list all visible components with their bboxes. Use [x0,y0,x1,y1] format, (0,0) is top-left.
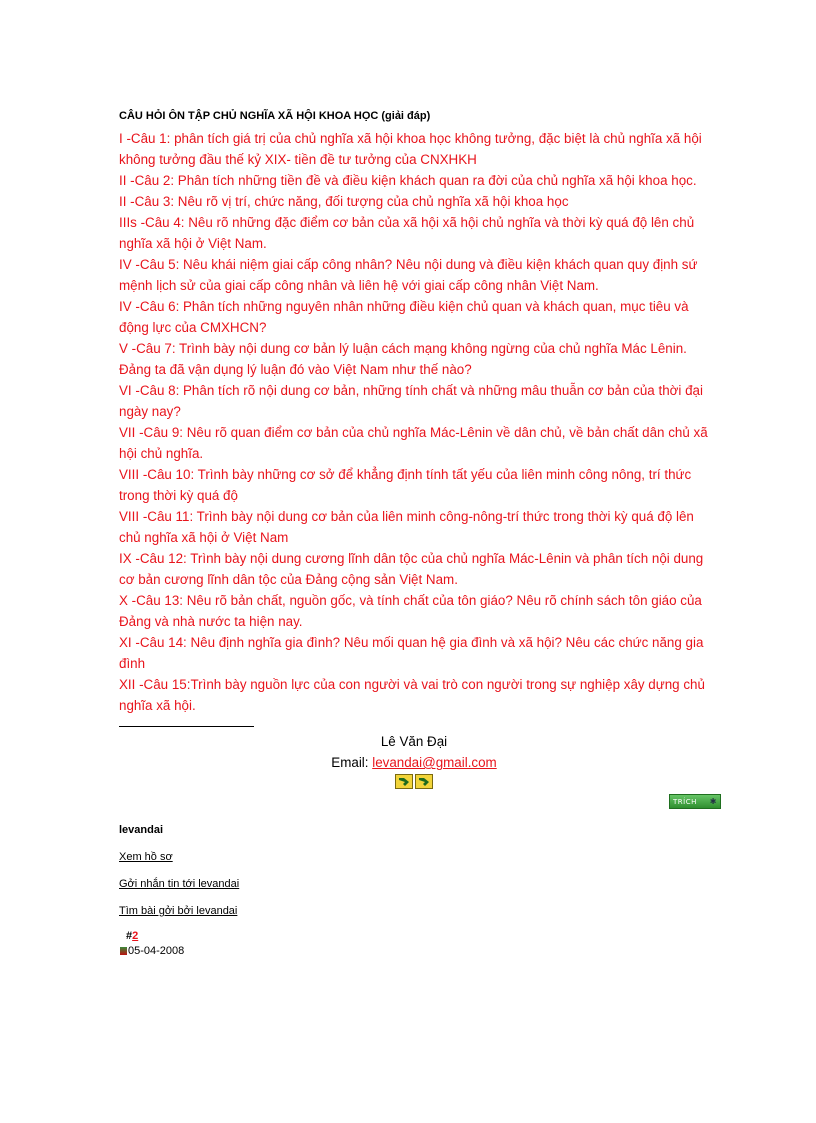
arrow-icon[interactable] [415,774,433,789]
quote-icon: ✱ [709,797,717,806]
email-label: Email: [331,755,373,770]
question-item: XI -Câu 14: Nêu định nghĩa gia đình? Nêu mối quan hệ gia đình và xã hội? Nêu các chức năng gia đình [119,635,704,671]
question-item: IV -Câu 5: Nêu khái niệm giai cấp công nhân? Nêu nội dung và điều kiện khách quan quy định sứ mệnh lịch sử của giai cấp công nhân và liên hệ với giai cấp công nhân Việt Nam. [119,257,698,293]
arrow-icon[interactable] [395,774,413,789]
question-item: IV -Câu 6: Phân tích những nguyên nhân những điều kiện chủ quan và khách quan, mục tiêu và động lực của CMXHCN? [119,299,689,335]
question-item: IX -Câu 12: Trình bày nội dung cương lĩnh dân tộc của chủ nghĩa Mác-Lênin và phân tích nội dung cơ bản cương lĩnh dân tộc của Đảng cộng sản Việt Nam. [119,551,704,587]
document-title: CÂU HỎI ÔN TẬP CHỦ NGHĨA XÃ HỘI KHOA HỌC (giải đáp) [119,110,431,122]
post-number-link[interactable]: 2 [132,930,139,942]
question-item: II -Câu 3: Nêu rõ vị trí, chức năng, đối tượng của chủ nghĩa xã hội khoa học [119,194,569,209]
signature-divider [119,726,254,727]
question-item: I -Câu 1: phân tích giá trị của chủ nghĩa xã hội khoa học không tưởng, đặc biệt là chủ nghĩa xã hội không tưởng đầu thế kỷ XIX- tiền đề tư tưởng của CNXHKH [119,131,702,167]
question-item: VIII -Câu 11: Trình bày nội dung cơ bản của liên minh công-nông-trí thức trong thời kỳ quá độ lên chủ nghĩa xã hội ở Việt Nam [119,509,694,545]
send-message-link[interactable]: Gởi nhắn tin tới levandai [119,878,240,890]
question-item: X -Câu 13: Nêu rõ bản chất, nguồn gốc, và tính chất của tôn giáo? Nêu rõ chính sách tôn giáo của Đảng và nhà nước ta hiện nay. [119,593,702,629]
quote-button[interactable] [669,794,721,809]
question-item: VIII -Câu 10: Trình bày những cơ sở để khẳng định tính tất yếu của liên minh công nông, trí thức trong thời kỳ quá độ [119,467,692,503]
user-panel [119,824,239,917]
signature-email-line [119,752,709,773]
quote-button-label: TRÍCH [673,797,697,806]
question-item: XII -Câu 15:Trình bày nguồn lực của con người và vai trò con người trong sự nghiệp xây dựng chủ nghĩa xã hội. [119,677,705,713]
post-hash: # [126,930,133,942]
post-date: 05-04-2008 [128,945,185,957]
post-date-row [120,945,184,957]
post-number [126,930,184,942]
email-link[interactable]: levandai@gmail.com [372,755,497,770]
question-item: VII -Câu 9: Nêu rõ quan điểm cơ bản của chủ nghĩa Mác-Lênin về dân chủ, về bản chất dân chủ xã hội chủ nghĩa. [119,425,708,461]
find-posts-link[interactable]: Tìm bài gởi bởi levandai [119,905,238,917]
question-item: V -Câu 7: Trình bày nội dung cơ bản lý luận cách mạng không ngừng của chủ nghĩa Mác Lênin. Đảng ta đã vận dụng lý luận đó vào Việt Nam như thế nào? [119,341,687,377]
question-item: VI -Câu 8: Phân tích rõ nội dung cơ bản, những tính chất và những mâu thuẫn cơ bản của thời đại ngày nay? [119,383,703,419]
signature-icons [119,774,709,789]
post-icon [120,947,127,955]
view-profile-link[interactable]: Xem hồ sơ [119,851,173,863]
signature-name: Lê Văn Đại [380,734,448,749]
question-item: IIIs -Câu 4: Nêu rõ những đặc điểm cơ bản của xã hội xã hội chủ nghĩa và thời kỳ quá độ lên chủ nghĩa xã hội ở Việt Nam. [119,215,695,251]
username: levandai [119,824,164,836]
question-item: II -Câu 2: Phân tích những tiền đề và điều kiện khách quan ra đời của chủ nghĩa xã hội khoa học. [119,173,697,188]
document-page [119,108,717,957]
post-meta [126,930,184,957]
